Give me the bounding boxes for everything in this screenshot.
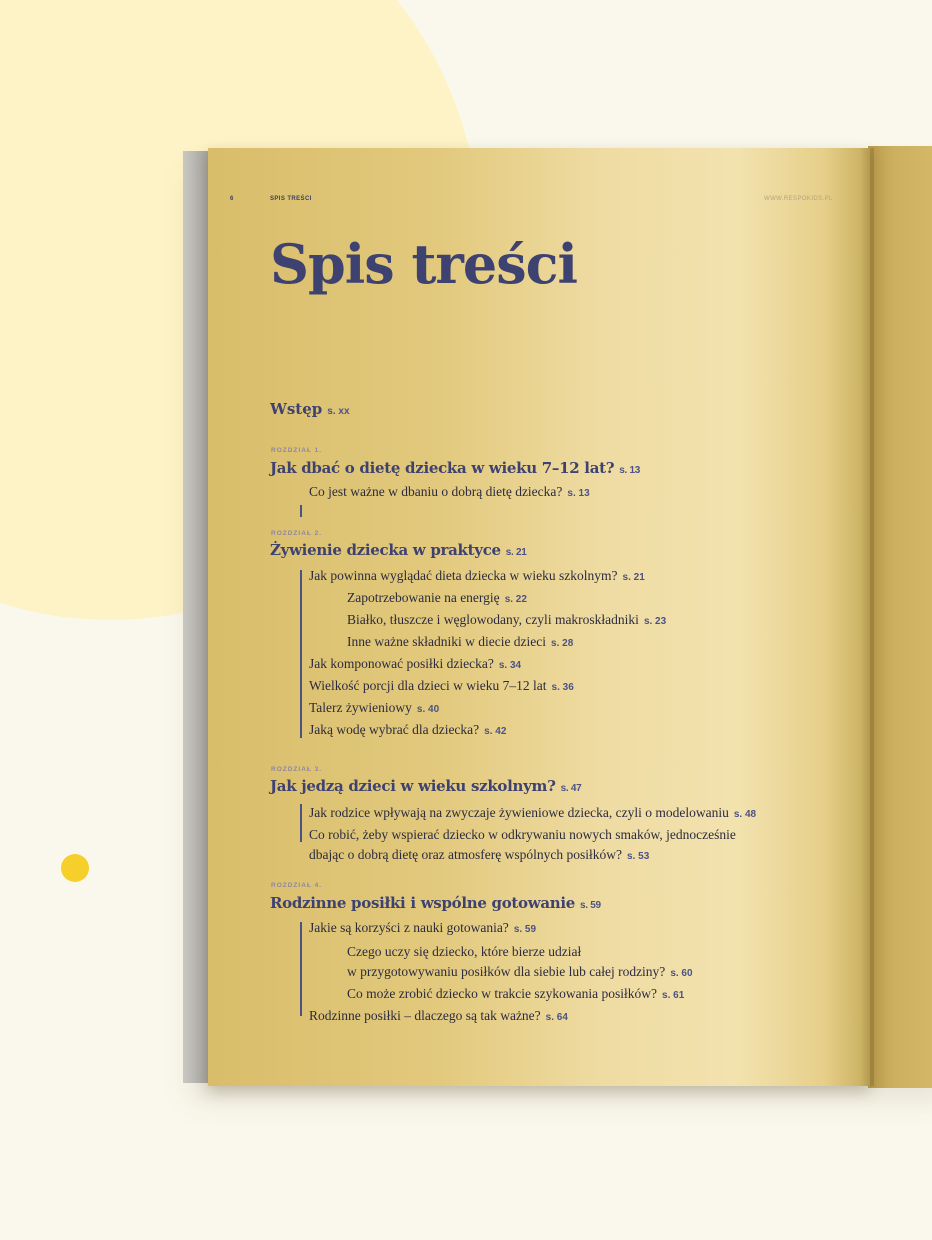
chapter-title-text: Jak jedzą dzieci w wieku szkolnym?	[270, 777, 556, 795]
chapter-label: ROZDZIAŁ 4.	[271, 882, 323, 889]
toc-page-ref: s. xx	[327, 406, 350, 417]
toc-indent-line	[300, 570, 302, 738]
toc-subitem	[347, 612, 666, 628]
toc-item-text: Co jest ważne w dbaniu o dobrą dietę dziecka?	[309, 484, 563, 499]
page-number: 6	[230, 196, 234, 202]
toc-page-ref: s. 40	[416, 704, 440, 715]
facing-page	[868, 146, 932, 1088]
toc-page-ref: s. 13	[619, 465, 640, 476]
toc-page-ref: s. 36	[551, 682, 574, 693]
toc-item	[309, 656, 521, 672]
chapter-title	[270, 459, 640, 477]
chapter-title	[270, 777, 581, 795]
toc-page-ref: s. 59	[580, 900, 601, 911]
toc-page-ref: s. 47	[560, 783, 582, 794]
toc-item-text: Zapotrzebowanie na energię	[347, 590, 500, 605]
toc-item	[309, 827, 736, 843]
toc-item-text: Rodzinne posiłki – dlaczego są tak ważne?	[309, 1008, 541, 1023]
toc-indent-line	[300, 505, 302, 517]
toc-item-text: Inne ważne składniki w diecie dzieci	[347, 634, 547, 649]
chapter-label: ROZDZIAŁ 1.	[271, 447, 323, 454]
toc-item-text: Białko, tłuszcze i węglowodany, czyli makroskładniki	[347, 612, 639, 627]
toc-item-text: Talerz żywieniowy	[309, 700, 412, 715]
chapter-title-text: Rodzinne posiłki i wspólne gotowanie	[270, 894, 576, 912]
toc-page-ref: s. 23	[643, 616, 667, 627]
page-gutter	[860, 148, 874, 1086]
toc-item	[309, 484, 590, 500]
toc-subitem	[347, 590, 527, 606]
toc-page-ref: s. 61	[662, 990, 685, 1001]
toc-page-ref: s. 64	[545, 1012, 568, 1023]
toc-item-text: Co może zrobić dziecko w trakcie szykowania posiłków?	[347, 986, 658, 1001]
toc-subitem	[347, 944, 581, 960]
toc-item	[309, 568, 645, 584]
toc-page-ref: s. 60	[670, 968, 693, 979]
toc-item-text: Czego uczy się dziecko, które bierze udział	[347, 944, 582, 959]
toc-item-text: Jak komponować posiłki dziecka?	[309, 656, 494, 671]
toc-item-text: Co robić, żeby wspierać dziecko w odkrywaniu nowych smaków, jednocześnie	[309, 827, 736, 842]
toc-indent-line	[300, 804, 302, 842]
chapter-title	[270, 541, 527, 559]
toc-page-ref: s. 59	[513, 924, 537, 935]
toc-item	[309, 722, 506, 738]
decorative-dot	[61, 854, 89, 882]
toc-item-text: Jakie są korzyści z nauki gotowania?	[309, 920, 509, 935]
toc-page-ref: s. 53	[627, 851, 650, 862]
page-title: Spis treści	[270, 232, 578, 296]
toc-page-ref: s. 34	[498, 660, 522, 671]
toc-page-ref: s. 21	[622, 572, 645, 583]
toc-page-ref: s. 22	[504, 594, 527, 605]
running-header: SPIS TREŚCI	[270, 196, 312, 202]
chapter-title-text: Żywienie dziecka w praktyce	[270, 541, 501, 559]
toc-item	[309, 700, 439, 716]
toc-page-ref: s. 48	[733, 809, 757, 820]
toc-item-text: Wielkość porcji dla dzieci w wieku 7–12 lat	[309, 678, 547, 693]
toc-item	[309, 920, 536, 936]
chapter-label: ROZDZIAŁ 2.	[271, 530, 323, 537]
toc-page-ref: s. 28	[551, 638, 574, 649]
toc-page-ref: s. 21	[505, 547, 527, 558]
toc-item-text: w przygotowywaniu posiłków dla siebie lub całej rodziny?	[347, 964, 666, 979]
toc-subitem	[347, 634, 573, 650]
toc-subitem-continued	[347, 964, 693, 980]
toc-item	[309, 805, 756, 821]
chapter-title	[270, 894, 601, 912]
toc-item-text: dbając o dobrą dietę oraz atmosferę wspólnych posiłków?	[309, 847, 623, 862]
toc-item	[309, 678, 574, 694]
toc-item-text: Jaką wodę wybrać dla dziecka?	[309, 722, 480, 737]
chapter-label: ROZDZIAŁ 3.	[271, 766, 323, 773]
toc-subitem	[347, 986, 684, 1002]
toc-intro	[270, 400, 350, 418]
toc-item-text: Jak rodzice wpływają na zwyczaje żywieniowe dziecka, czyli o modelowaniu	[309, 805, 729, 820]
toc-item-continued	[309, 847, 649, 863]
toc-page-ref: s. 13	[567, 488, 590, 499]
toc-intro-label: Wstęp	[270, 400, 323, 418]
chapter-title-text: Jak dbać o dietę dziecka w wieku 7–12 lat?	[270, 459, 615, 477]
toc-item	[309, 1008, 568, 1024]
toc-item-text: Jak powinna wyglądać dieta dziecka w wieku szkolnym?	[309, 568, 618, 583]
toc-indent-line	[300, 922, 302, 1016]
toc-page-ref: s. 42	[484, 726, 507, 737]
header-url: WWW.RESPOKIDS.PL	[764, 196, 833, 202]
